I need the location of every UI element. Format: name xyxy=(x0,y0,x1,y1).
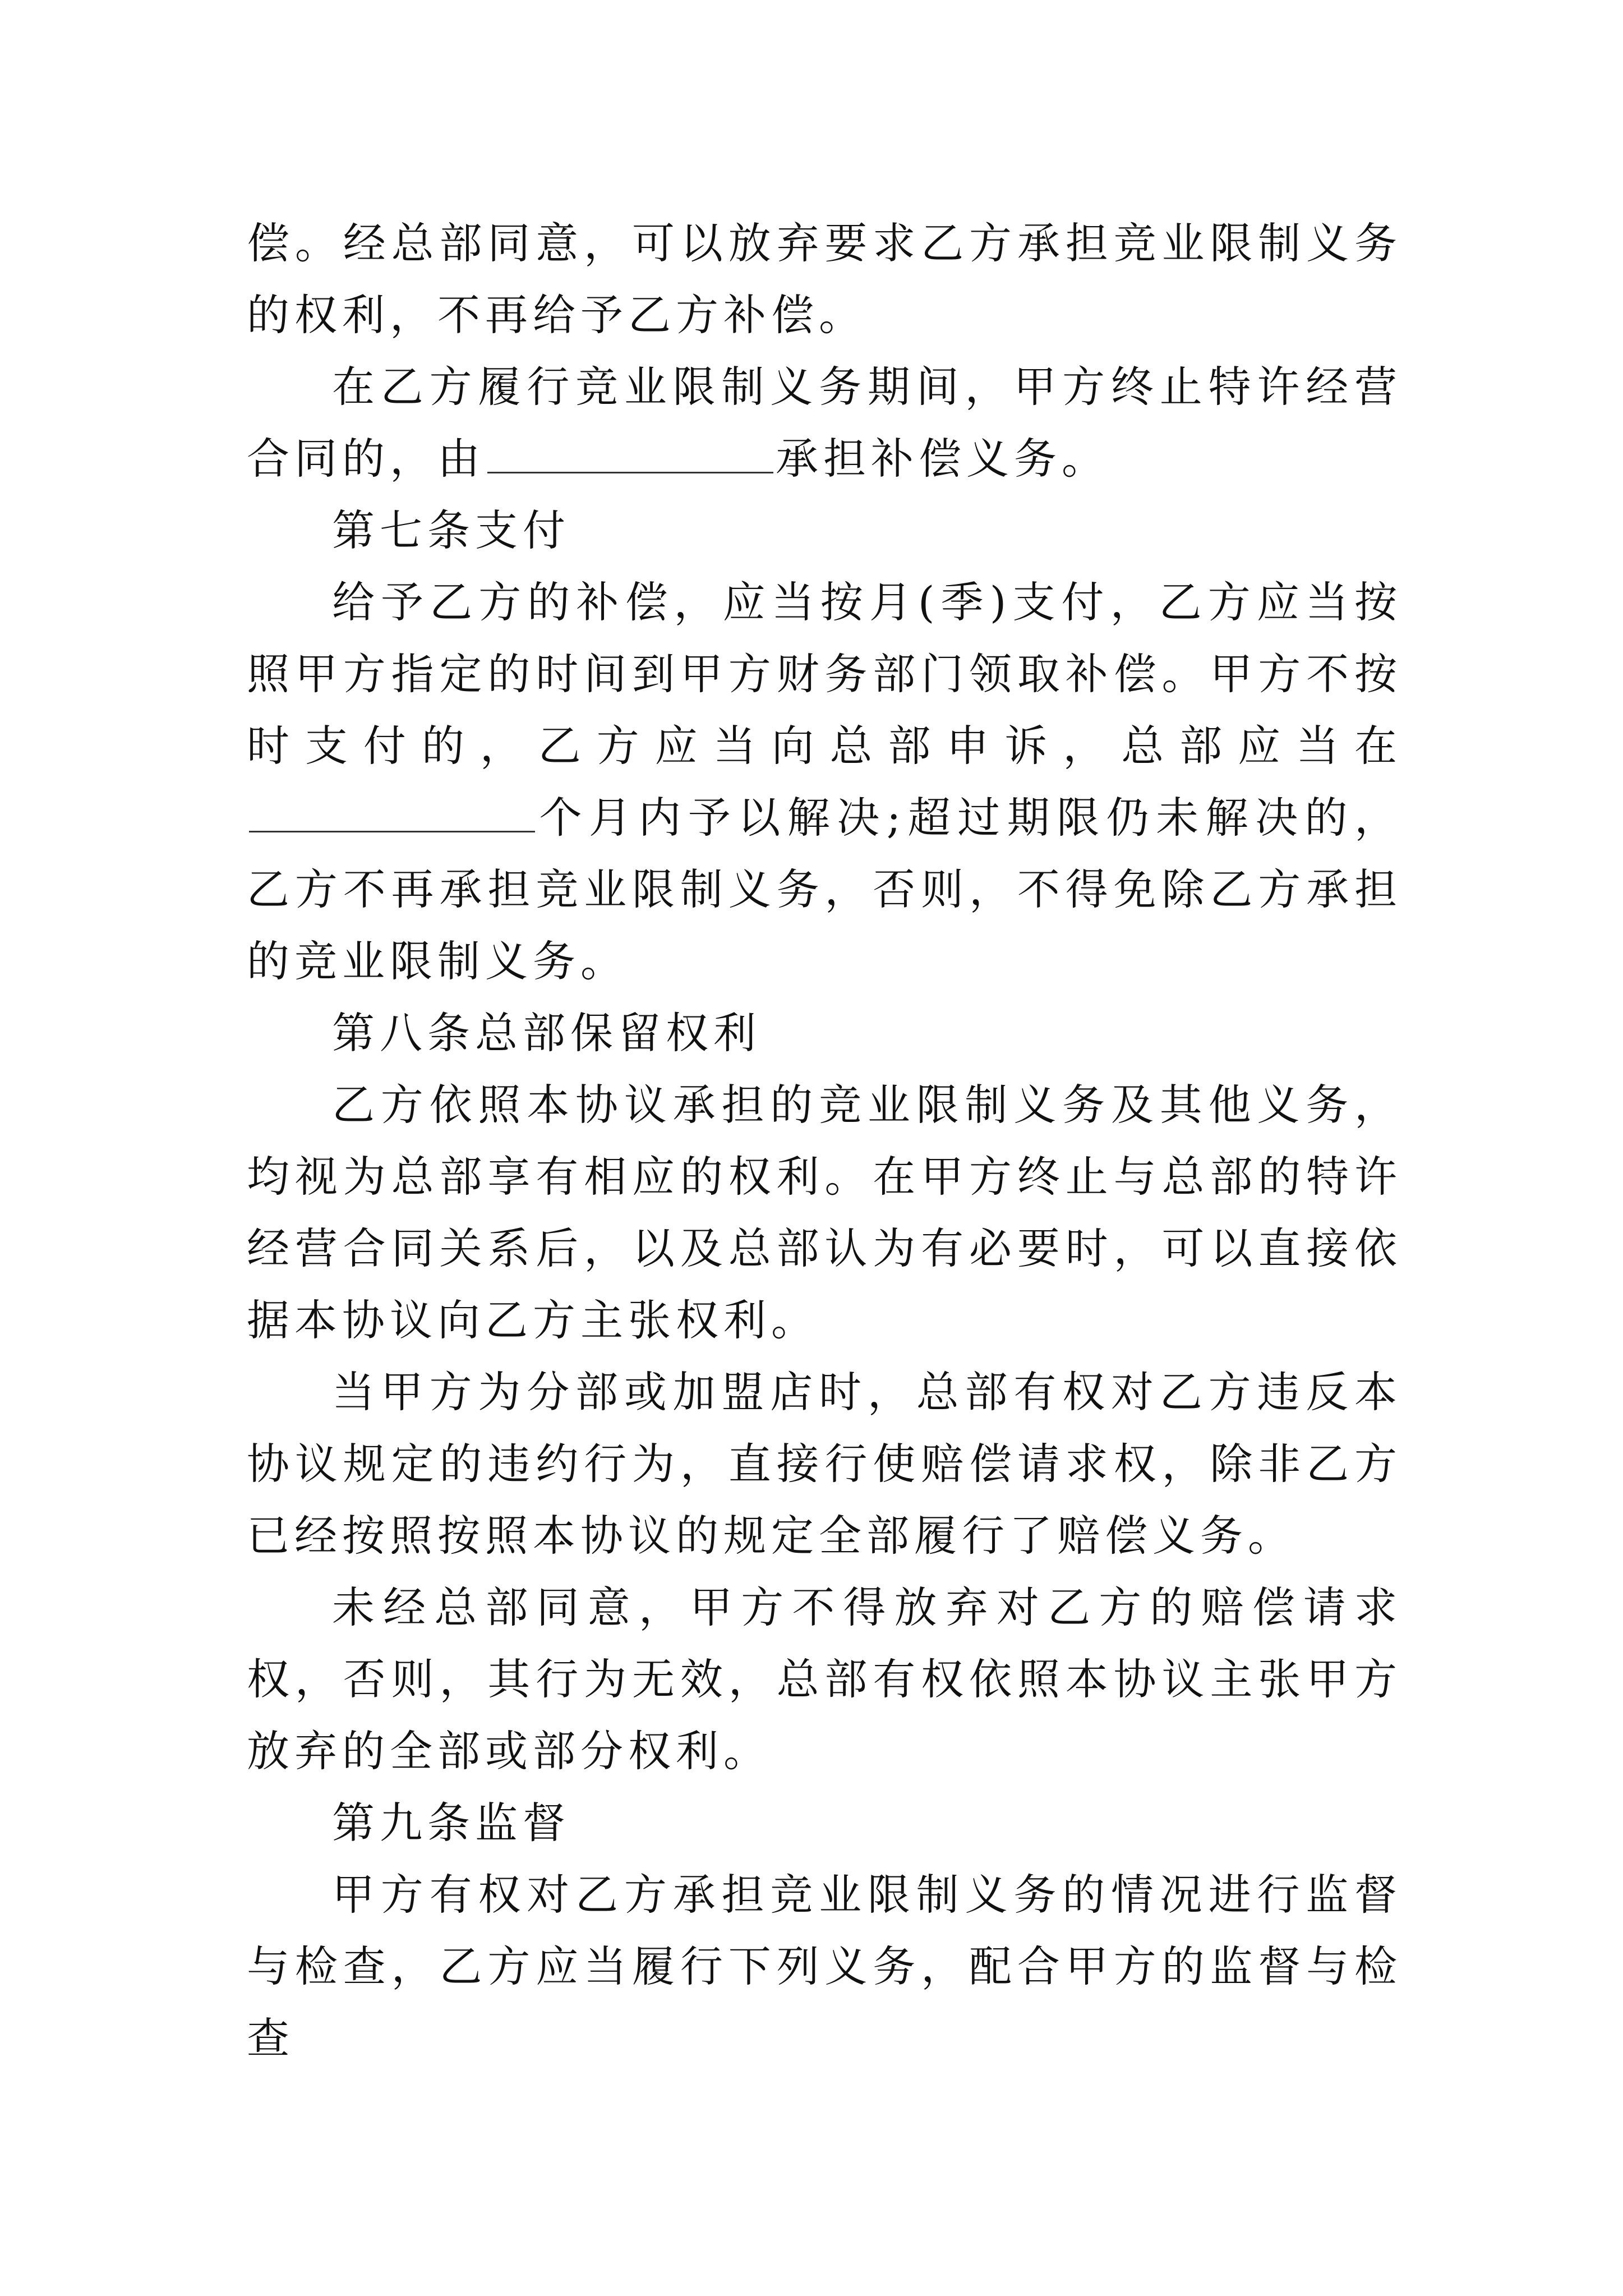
article-8-heading: 第八条总部保留权利 xyxy=(332,1008,761,1058)
paragraph-compensation-waiver: 偿。经总部同意，可以放弃要求乙方承担竞业限制义务的权利，不再给予乙方补偿。 xyxy=(247,218,1402,340)
paragraph-supervision: 甲方有权对乙方承担竞业限制义务的情况进行监督与检查，乙方应当履行下列义务，配合甲方的监督与检查 xyxy=(247,1870,1402,2063)
paragraph-termination-compensation xyxy=(247,351,1402,495)
paragraph-text: 乙方应当向总部申诉，总部应当在 xyxy=(538,721,1403,771)
paragraph-claim-right: 当甲方为分部或加盟店时，总部有权对乙方违反本协议规定的违约行为，直接行使赔偿请求权，除非乙方已经按照按照本协议的规定全部履行了赔偿义务。 xyxy=(247,1367,1402,1561)
paragraph-payment xyxy=(247,567,1402,997)
paragraph-headquarters-rights: 乙方依照本协议承担的竞业限制义务及其他义务，均视为总部享有相应的权利。在甲方终止与总部的特许经营合同关系后，以及总部认为有必要时，可以直接依据本协议向乙方主张权利。 xyxy=(247,1080,1402,1345)
article-9-heading: 第九条监督 xyxy=(332,1798,570,1848)
paragraph-text: 个月内予以解决;超过期限仍未解决的，乙方不再承担竞业限制义务，否则，不得免除乙方承担的竞业限制义务。 xyxy=(247,793,1402,986)
paragraph-text: 给予乙方的补偿，应当按月(季)支付，乙方应当按照甲方指定的时间到甲方财务部门领取补偿。甲方不按时支付的， xyxy=(247,577,1402,771)
fill-in-blank xyxy=(487,429,773,473)
paragraph-waiver-invalid: 未经总部同意，甲方不得放弃对乙方的赔偿请求权，否则，其行为无效，总部有权依照本协议主张甲方放弃的全部或部分权利。 xyxy=(247,1582,1402,1776)
paragraph-text: 在乙方履行竞业限制义务期间，甲方终止特许经营合同的，由 xyxy=(247,362,1402,484)
paragraph-text: 承担补偿义务。 xyxy=(776,434,1109,484)
document-body xyxy=(247,208,1402,2074)
article-7-heading: 第七条支付 xyxy=(332,505,570,555)
fill-in-blank xyxy=(249,788,535,832)
